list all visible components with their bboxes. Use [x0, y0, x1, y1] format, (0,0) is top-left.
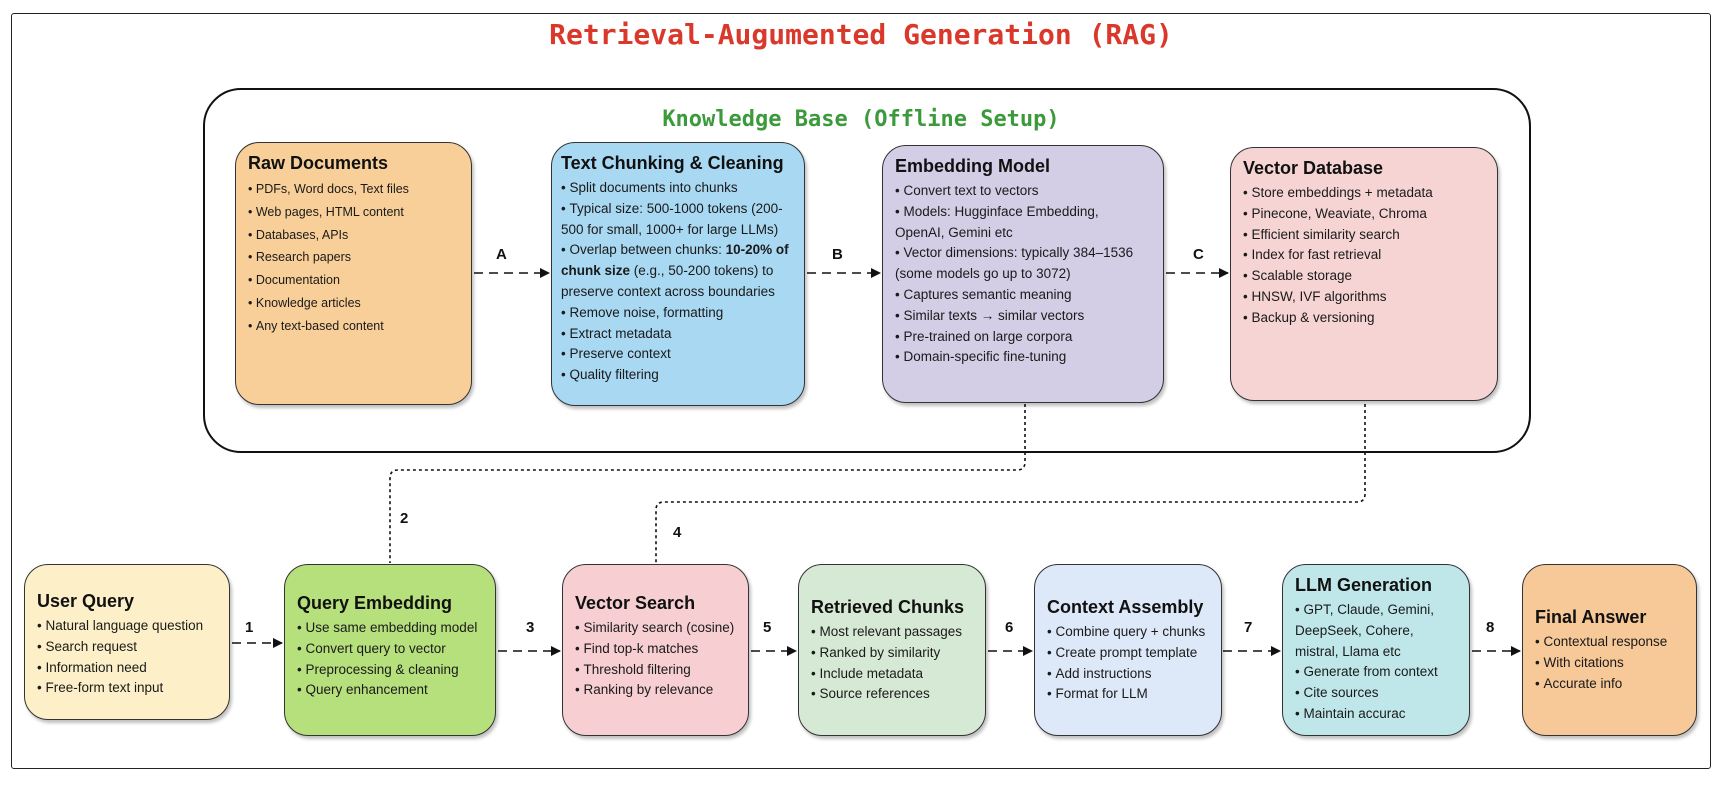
list-item: • Similarity search (cosine) — [575, 618, 736, 639]
list-item: • Scalable storage — [1243, 266, 1485, 287]
list-item: • Quality filtering — [561, 365, 795, 386]
list-item: • Efficient similarity search — [1243, 225, 1485, 246]
box-title: LLM Generation — [1295, 575, 1433, 595]
embedding-model-box — [882, 145, 1164, 403]
list-item: • Source references — [811, 684, 973, 705]
box-title: Retrieved Chunks — [811, 597, 965, 617]
list-item: • Index for fast retrieval — [1243, 245, 1485, 266]
list-item: • Pre-trained on large corpora — [895, 327, 1151, 348]
overlap-rest: (e.g., 50-200 tokens) to preserve context across boundaries — [561, 263, 775, 299]
list-item: • Similar texts → similar vectors — [895, 306, 1151, 327]
overlap-bold: 10-20% of chunk size — [561, 242, 789, 279]
vector-search-box — [562, 564, 749, 736]
arrow-label-5: 5 — [763, 619, 772, 636]
list-item: • Domain-specific fine-tuning — [895, 347, 1151, 368]
final-answer-box — [1522, 564, 1697, 736]
list-item: • Format for LLM — [1047, 684, 1209, 705]
list-item: • Convert text to vectors — [895, 181, 1151, 202]
list-item: • Ranked by similarity — [811, 643, 973, 664]
list-item: • Extract metadata — [561, 324, 795, 345]
vector-database-box — [1230, 147, 1498, 401]
box-title: Final Answer — [1535, 607, 1647, 627]
text-chunking-box — [551, 142, 805, 406]
list-item: • Search request — [37, 637, 217, 658]
list-item: • Backup & versioning — [1243, 308, 1485, 329]
arrow-label-4: 4 — [673, 524, 682, 541]
box-title: Context Assembly — [1047, 597, 1204, 617]
list-item: • Create prompt template — [1047, 643, 1209, 664]
arrow-label-c: C — [1193, 246, 1204, 263]
list-item: • Store embeddings + metadata — [1243, 183, 1485, 204]
llm-generation-box — [1282, 564, 1470, 736]
list-item: • Databases, APIs — [248, 224, 459, 247]
list-item: • Documentation — [248, 269, 459, 292]
arrow-label-8: 8 — [1486, 619, 1495, 636]
overlap-label: Overlap between chunks: — [569, 242, 722, 258]
box-title: User Query — [37, 591, 135, 611]
context-assembly-box — [1034, 564, 1222, 736]
list-item: • Information need — [37, 658, 217, 679]
list-item: • Captures semantic meaning — [895, 285, 1151, 306]
box-title: Vector Database — [1243, 158, 1384, 178]
list-item: • Models: Hugginface Embedding, OpenAI, Gemini etc — [895, 202, 1151, 244]
retrieved-chunks-box — [798, 564, 986, 736]
list-item: • Contextual response — [1535, 632, 1684, 653]
list-item: • Pinecone, Weaviate, Chroma — [1243, 204, 1485, 225]
list-item: • Natural language question — [37, 616, 217, 637]
arrow-label-3: 3 — [526, 619, 535, 636]
list-item: • Preprocessing & cleaning — [297, 660, 483, 681]
list-item: • Ranking by relevance — [575, 680, 736, 701]
list-item: • Typical size: 500-1000 tokens (200-500 for small, 1000+ for large LLMs) — [561, 199, 795, 241]
arrow-4 — [656, 404, 1365, 563]
knowledge-base-title: Knowledge Base (Offline Setup) — [662, 107, 1060, 132]
list-item: • Knowledge articles — [248, 292, 459, 315]
list-item: • Accurate info — [1535, 674, 1684, 695]
list-item: • Generate from context — [1295, 662, 1457, 683]
list-item: • Split documents into chunks — [561, 178, 795, 199]
query-embedding-box — [284, 564, 496, 736]
raw-documents-box — [235, 142, 472, 405]
list-item: • Convert query to vector — [297, 639, 483, 660]
list-item: • Most relevant passages — [811, 622, 973, 643]
list-item: • PDFs, Word docs, Text files — [248, 178, 459, 201]
list-item: • Vector dimensions: typically 384–1536 (some models go up to 3072) — [895, 243, 1151, 285]
arrow-label-a: A — [496, 246, 507, 263]
list-item: • Preserve context — [561, 344, 795, 365]
box-title: Text Chunking & Cleaning — [561, 153, 784, 173]
list-item: • Web pages, HTML content — [248, 201, 459, 224]
arrow-label-1: 1 — [245, 619, 254, 636]
list-item: • GPT, Claude, Gemini, DeepSeek, Cohere, mistral, Llama etc — [1295, 600, 1457, 662]
list-item: • Find top-k matches — [575, 639, 736, 660]
diagram-title: Retrieval-Augumented Generation (RAG) — [549, 18, 1173, 51]
list-item: • Add instructions — [1047, 664, 1209, 685]
box-title: Query Embedding — [297, 593, 453, 613]
box-title: Embedding Model — [895, 156, 1050, 176]
arrow-label-6: 6 — [1005, 619, 1014, 636]
arrow-label-b: B — [832, 246, 843, 263]
list-item: • Threshold filtering — [575, 660, 736, 681]
box-title: Vector Search — [575, 593, 696, 613]
list-item: • Include metadata — [811, 664, 973, 685]
list-item: • HNSW, IVF algorithms — [1243, 287, 1485, 308]
list-item: • Remove noise, formatting — [561, 303, 795, 324]
user-query-box — [24, 564, 230, 720]
list-item: • Cite sources — [1295, 683, 1457, 704]
list-item: • With citations — [1535, 653, 1684, 674]
list-item: • Research papers — [248, 246, 459, 269]
list-item: • Free-form text input — [37, 678, 217, 699]
list-item: • Use same embedding model — [297, 618, 483, 639]
arrow-label-2: 2 — [400, 510, 409, 527]
list-item: • Query enhancement — [297, 680, 483, 701]
box-title: Raw Documents — [248, 153, 389, 173]
list-item — [561, 240, 795, 302]
list-item: • Maintain accurac — [1295, 704, 1457, 725]
arrow-label-7: 7 — [1244, 619, 1253, 636]
arrow-2 — [390, 404, 1025, 563]
list-item: • Any text-based content — [248, 315, 459, 338]
list-item: • Combine query + chunks — [1047, 622, 1209, 643]
